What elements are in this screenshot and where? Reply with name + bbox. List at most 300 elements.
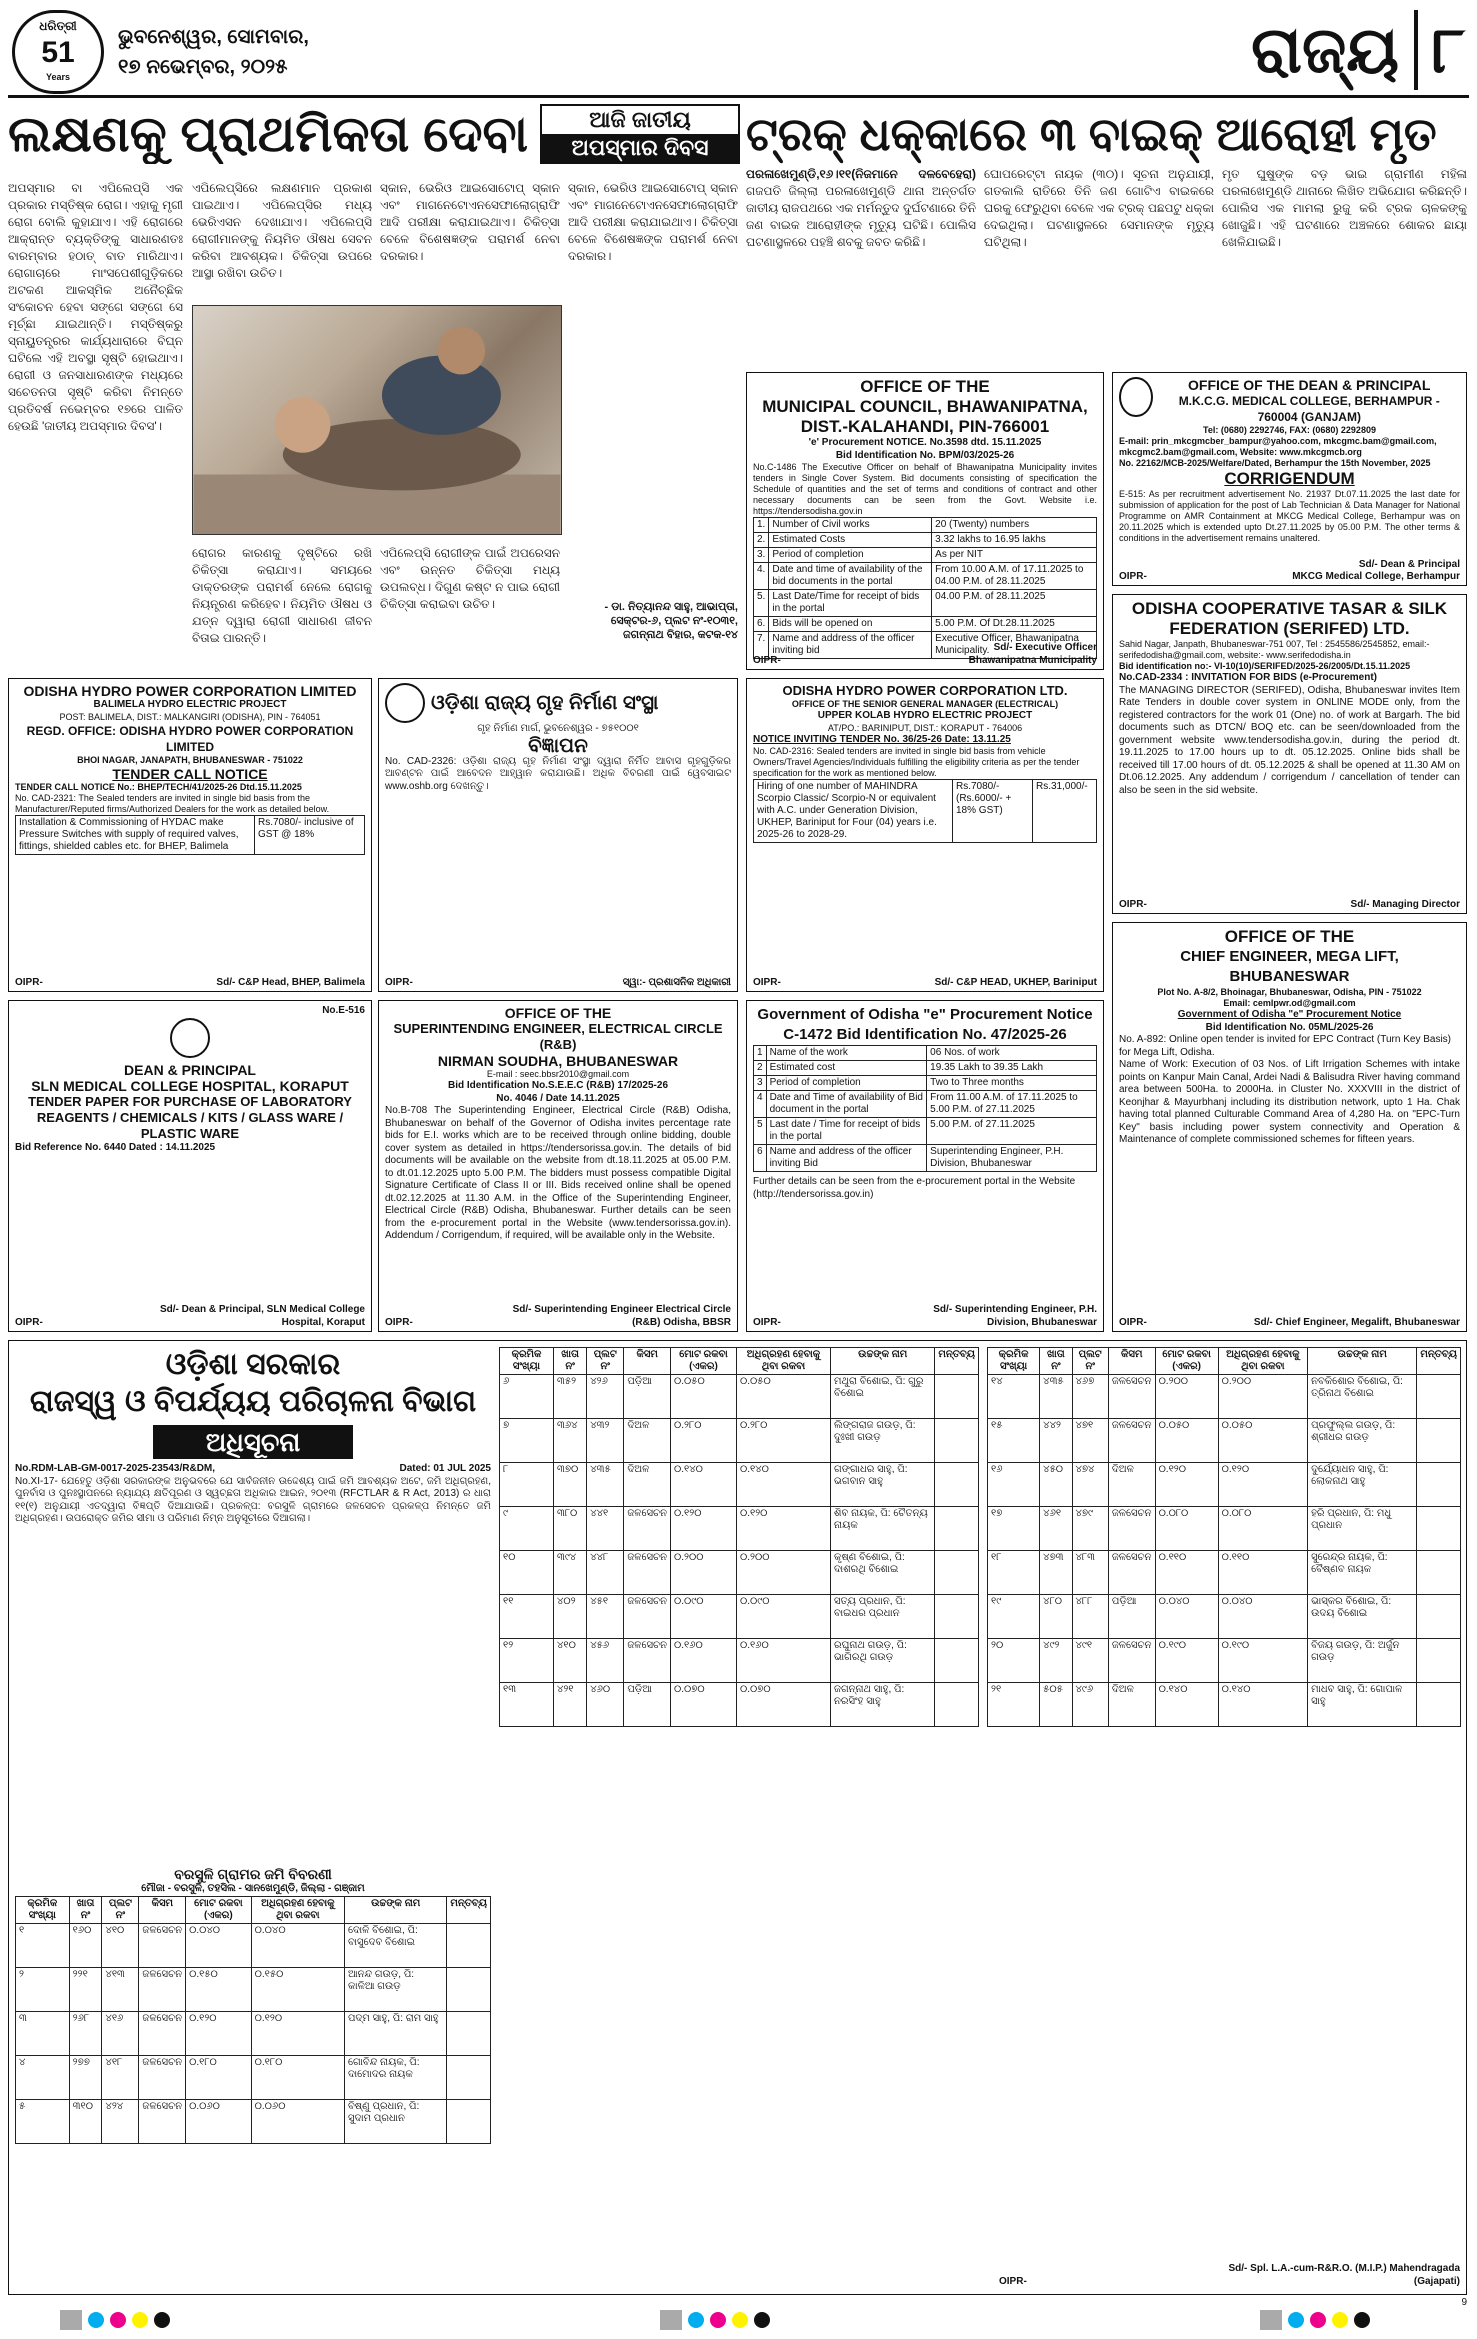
table-row [754,518,1097,533]
ad-body: No. CAD-2321: The Sealed tenders are invited in single bid basis from the Manufacturer/Reputed firms/Authorized Dealers for the work as detailed below. [15,792,330,814]
table-cell: 6 [754,1145,767,1172]
ad-title-2: BALIMELA HYDRO ELECTRIC PROJECT [93,699,287,710]
table-cell: ୪୩୫ [587,1463,624,1507]
table-cell: ୪୧୮ [102,2055,139,2099]
table-header: ଅଧିଗ୍ରହଣ ହେବାକୁ ଥିବା ରକବା [1218,1348,1307,1375]
table-cell [1417,1639,1461,1683]
print-mark [732,2312,748,2328]
table-cell: ୪୧୬ [102,2011,139,2055]
table-cell: ୦.୦୯୦ [670,1595,736,1639]
table-header: ମୋଟ ରକବା (ଏକର) [186,1896,252,1923]
accident-headline: ଟ୍ରକ୍ ଧକ୍କାରେ ୩ ବାଇକ୍ ଆରୋହୀ ମୃତ [746,108,1437,160]
table-cell [935,1683,979,1727]
ad-title-1: ODISHA COOPERATIVE TASAR & SILK [1131,599,1448,618]
table-row [754,1118,1097,1145]
table-cell: ୦.୦୪୦ [251,1923,344,1967]
schedule-title: ବରସୁଳି ଗ୍ରାମର ଜମି ବିବରଣୀ [174,1865,332,1882]
table-cell: ୨୬୮ [69,2011,102,2055]
ad-signature: Sd/- Dean & Principal, SLN Medical College Hospital, Koraput [159,1304,365,1328]
accident-col-2: ଘୋପରେଟ୍ଟା ନାୟକ (୩୦)। ସୂଚନା ଅନୁଯାୟୀ, ଗତକାଲି ରାତିରେ ତିନି ଜଣ ଗୋଟିଏ ବାଇକରେ ଘରକୁ ଫେରୁଥିବା ବେଳେ ଏକ ଟ୍ରକ୍ ପଛପଟୁ ଧକ୍କା ଦେଇଥିଲା। ଘଟଣାସ୍ଥଳରେ ସେମାନଙ୍କ ମୃତ୍ୟୁ ଘଟିଥିଲା। [984,167,1214,249]
table-cell: ମଥୁରା ବିଶୋଇ, ପି: ଗୁରୁ ବିଶୋଇ [831,1375,935,1419]
table-cell [447,1967,491,2011]
oipr-label: OIPR- [999,2275,1027,2287]
ad-signature: Sd/- Chief Engineer, Megalift, Bhubaneswar [1253,1316,1460,1328]
table-cell: ୫୦୫ [1040,1683,1072,1727]
table-cell [935,1551,979,1595]
housing-emblem [385,683,425,723]
ad-signature: Sd/- C&P Head, BHEP, Balimela [216,976,365,988]
ad-bid-id: Bid Identification No. 05ML/2025-26 [1205,1021,1374,1033]
table-cell: ୦.୧୪୦ [670,1463,736,1507]
table-cell: ୧୭ [988,1507,1040,1551]
print-mark [1288,2312,1304,2328]
table-cell: ଜଳସେଚନ [1108,1419,1155,1463]
table-cell: ଜଳସେଚନ [1108,1551,1155,1595]
table-cell: ଦିଅଳ [624,1463,671,1507]
land-row [988,1683,1461,1727]
table-cell: ୦.୧୮୦ [186,2055,252,2099]
table-cell: ହରି ପ୍ରଧାନ, ପି: ମଧୁ ପ୍ରଧାନ [1308,1507,1417,1551]
oipr-label: OIPR- [1119,570,1147,582]
ad-title-1: OFFICE OF THE [860,377,990,396]
ad-email: Email: cemlpwr.od@gmail.com [1223,998,1356,1008]
land-row [988,1507,1461,1551]
table-cell: ୩୯୪ [553,1551,586,1595]
table-cell: ୧୮ [988,1551,1040,1595]
land-row [500,1419,979,1463]
table-cell: ୨୭୭ [69,2055,102,2099]
epilepsy-headline: ଲକ୍ଷଣକୁ ପ୍ରାଥମିକତା ଦେବା [8,106,528,162]
table-cell: ୦.୧୪୦ [1155,1683,1218,1727]
oipr-label: OIPR- [753,1316,781,1328]
section-name: ରାଜ୍ୟ [1251,14,1399,86]
ad-address: Plot No. A-8/2, Bhoinagar, Bhubaneswar, Odisha, PIN - 751022 [1157,987,1422,997]
table-cell: ୪୫୧ [587,1595,624,1639]
schedule-table-2 [499,1347,979,1727]
table-cell: ୦.୧୨୦ [1218,1463,1307,1507]
table-cell: ୦.୨୦୦ [670,1551,736,1595]
ad-title-3: DIST.-KALAHANDI, PIN-766001 [800,417,1050,436]
table-cell: ୪୭୩ [1040,1551,1072,1595]
print-mark [688,2312,704,2328]
table-cell: ୧୦ [500,1551,554,1595]
table-cell [935,1507,979,1551]
ad-title-2: SLN MEDICAL COLLEGE HOSPITAL, KORAPUT [31,1078,349,1095]
epilepsy-col-2: ଏପିଲେପ୍ସିରେ ଲକ୍ଷଣମାନ ପ୍ରକାଶ ପାଇଥାଏ। ଏପିଲେପ୍ସିର ମଧ୍ୟ ଭେରିଏସନ ଦେଖାଯାଏ। ଏପିଲେପ୍ସି ରୋଗୀମାନଙ୍କୁ ନିୟମିତ ଔଷଧ ସେବନ କରିବା ଆବଶ୍ୟକ। ଚିକିତ୍ସା ଉପରେ ଆସ୍ଥା ରଖିବା ଉଚିତ। [192,181,372,280]
table-cell: ଜଳସେଚନ [139,1923,186,1967]
revenue-dated: Dated: 01 JUL 2025 [399,1463,491,1474]
table-cell: ରଘୁନାଥ ଗଉଡ଼, ପି: ଭାଗିରଥି ଗଉଡ଼ [831,1639,935,1683]
table-cell: ୪୫୬ [587,1639,624,1683]
print-mark [88,2312,104,2328]
land-row [16,2055,491,2099]
page-number: ୮ [1414,10,1465,90]
ad-title: ଓଡ଼ିଶା ରାଜ୍ୟ ଗୃହ ନିର୍ମାଣ ସଂସ୍ଥା [431,692,659,714]
ad-signature: Sd/- Superintending Engineer Electrical Circle (R&B) Odisha, BBSR [512,1304,731,1328]
table-cell: From 11.00 A.M. of 17.11.2025 to 5.00 P.M. of 27.11.2025 [927,1091,1097,1118]
table-header: ମୋଟ ରକବା (ଏକର) [1155,1348,1218,1375]
ad-bhawanipatna [746,372,1104,670]
table-cell: ୨୦ [988,1639,1040,1683]
table-header: ଉଚ୍ଚଙ୍କ ନାମ [344,1896,446,1923]
table-cell: Name and address of the officer inviting bid [769,632,932,659]
table-header: ମନ୍ତବ୍ୟ [447,1896,491,1923]
land-row [16,1923,491,1967]
tag-line-2: ଅପସ୍ମାର ଦିବସ [542,134,738,162]
land-row [500,1463,979,1507]
table-cell [1417,1551,1461,1595]
table-cell [935,1639,979,1683]
ad-housing-board [378,678,738,992]
table-cell: 3 [754,1076,767,1091]
table-cell: ୦.୨୦୦ [1155,1375,1218,1419]
issue-date: ୧୭ ନଭେମ୍ବର, ୨୦୨୫ [118,56,288,78]
revenue-mid-col [499,1347,979,1727]
ad-regd-address: BHOI NAGAR, JANAPATH, BHUBANESWAR - 751022 [77,754,303,765]
table-cell: ୦.୦୪୦ [186,1923,252,1967]
table-cell: 5. [754,590,769,617]
table-cell: ୦.୦୮୦ [1218,1507,1307,1551]
table-cell: Period of completion [769,548,932,563]
table-cell: ୦.୧୧୦ [1155,1551,1218,1595]
ad-serifed [1112,594,1467,914]
table-header: କିସମ [139,1896,186,1923]
table-cell: ୪୪୮ [587,1551,624,1595]
ad-signature: Sd/- C&P HEAD, UKHEP, Bariniput [934,976,1097,988]
dateline [118,22,309,82]
land-row [500,1375,979,1419]
print-mark [660,2310,682,2330]
land-row [16,2011,491,2055]
table-cell: ଆନନ୍ଦ ଗଉଡ଼, ପି: କାଳିଆ ଗଉଡ଼ [344,1967,446,2011]
table-cell: ୪୭୯ [1072,1507,1108,1551]
ad-signature: Sd/- Managing Director [1350,898,1460,910]
table-cell: ୦.୧୬୦ [736,1639,830,1683]
masthead [8,6,1469,98]
table-cell: 04.00 P.M. of 28.11.2025 [932,590,1097,617]
revenue-body: No.XI-17- ଯେହେତୁ ଓଡ଼ିଶା ସରକାରଙ୍କ ଅନୁଭବରେ ଯେ ସାର୍ବଜନୀନ ଉଦ୍ଦେଶ୍ୟ ପାଇଁ ଜମି ଆବଶ୍ୟକ ଅଟେ, ଜମି ଅଧିଗ୍ରହଣ, ପୁନର୍ବାସ ଓ ପୁନଃସ୍ଥାପନରେ ନ୍ୟାଯ୍ୟ କ୍ଷତିପୂରଣ ଓ ସ୍ୱଚ୍ଛତା ଅଧିକାର ଆଇନ, ୨୦୧୩ (RFCTLAR & R Act, 2013) ର ଧାରା ୧୧(୧) ଅନୁଯାୟୀ ଏତଦ୍ୱାରା ବିଜ୍ଞପ୍ତି ଦିଆଯାଉଛି। ପ୍ରକଳ୍ପ: ବରସୁଳି ଗ୍ରାମରେ ଜଳସେଚନ ପ୍ରକଳ୍ପ ନିମନ୍ତେ ଜମି ଅଧିଗ୍ରହଣ। ଉପରୋକ୍ତ ଜମିର ସୀମା ଓ ପରିମାଣ ନିମ୍ନ ଅନୁସୂଚୀରେ ଦିଆଗଲା। [15,1475,491,1524]
table-cell: ୧୩ [500,1683,554,1727]
ad-signature: Sd/- Executive Officer Bhawanipatna Municipality [968,642,1097,666]
table-cell: ୦.୦୮୦ [1155,1507,1218,1551]
print-mark [710,2312,726,2328]
table-cell: ଦିଅଳ [1108,1463,1155,1507]
table-cell: ଗୋବିନ୍ଦ ନାୟକ, ପି: ଦାମୋଦର ନାୟକ [344,2055,446,2099]
table-cell: ଦିଅଳ [624,1419,671,1463]
table-header: ପ୍ଲଟ ନଂ [587,1348,624,1375]
table-cell: ସୁରେନ୍ଦ୍ର ନାୟକ, ପି: ବୈଷ୍ଣବ ନାୟକ [1308,1551,1417,1595]
table-cell: ପ୍ରଫୁଲ୍ଲ ଗଉଡ଼, ପି: ଶ୍ରୀଧର ଗଉଡ଼ [1308,1419,1417,1463]
table-cell: ୦.୨୦୦ [736,1551,830,1595]
ad-title-2: OFFICE OF THE SENIOR GENERAL MANAGER (ELECTRICAL) [791,699,1059,709]
accident-dateline: ପରଳାଖେମୁଣ୍ଡି,୧୬।୧୧(ନିଜମାନେ ଦଳବେହେରା) [746,167,976,181]
table-row [754,563,1097,590]
table-cell: ୦.୦୫୦ [736,1375,830,1419]
table-cell: ୦.୧୨୦ [251,2011,344,2055]
table-cell: ୯ [500,1507,554,1551]
table-header: କ୍ରମିକ ସଂଖ୍ୟା [500,1348,554,1375]
table-cell: Estimated cost [766,1061,927,1076]
revenue-signature: Sd/- Spl. L.A.-cum-R&R.O. (M.I.P.) Mahendragada (Gajapati) [1228,2263,1460,2287]
table-cell: ଜଳସେଚନ [624,1639,671,1683]
table-cell: Date and time of availability of the bid documents in the portal [769,563,932,590]
anniversary-logo [12,10,104,94]
table-cell: ୧୧ [500,1595,554,1639]
table-cell: ୩ [16,2011,70,2055]
table-cell: ୦.୧୯୦ [1218,1639,1307,1683]
table-cell: 5 [754,1118,767,1145]
revenue-title-2: ରାଜସ୍ୱ ଓ ବିପର୍ଯ୍ୟୟ ପରିଚାଳନା ବିଭାଗ [29,1385,477,1418]
ad-address: AT/PO.: BARINIPUT, DIST.: KORAPUT - 764006 [827,722,1023,733]
table-cell: ୪୫୦ [1040,1463,1072,1507]
table-cell: ୩୫୨ [553,1375,586,1419]
table-cell: ୦.୧୬୦ [670,1639,736,1683]
table-cell: Executive Officer, Bhawanipatna Municipality. [932,632,1097,659]
ad-address: POST: BALIMELA, DIST.: MALKANGIRI (ODISHA), PIN - 764051 [59,711,321,722]
table-cell: ପଡ଼ିଆ [1108,1595,1155,1639]
table-cell: ୦.୦୪୦ [1155,1595,1218,1639]
table-header: କ୍ରମିକ ସଂଖ୍ୟା [16,1896,70,1923]
ad-heading: TENDER PAPER FOR PURCHASE OF LABORATORY REAGENTS / CHEMICALS / KITS / GLASS WARE / PLASTIC WARE [28,1094,352,1142]
ad-title-1: OFFICE OF THE DEAN & PRINCIPAL [1188,377,1431,393]
table-cell: ୪୯୨ [1040,1639,1072,1683]
table-cell: ୦.୦୭୦ [670,1683,736,1727]
ad-megalift [1112,922,1467,1332]
table-cell [447,1923,491,1967]
ad-body: No.C-1486 The Executive Officer on behalf of Bhawanipatna Municipality invites tenders in Single Cover System. Bid documents consisting of specification the Schedule of quantities and the set of terms and conditions of contract and other necessary documents can be seen from the Govt. Website i.e. https://tendersodisha.gov.in [753,462,1097,516]
table-cell: ୪୨୧ [553,1683,586,1727]
ad-title-2: M.K.C.G. MEDICAL COLLEGE, BERHAMPUR - 760004 (GANJAM) [1178,394,1440,424]
ad-title-1: ODISHA HYDRO POWER CORPORATION LTD. [782,683,1068,698]
revenue-heading: ଅଧିସୂଚନା [153,1425,353,1459]
table-row [754,1145,1097,1172]
ad-sln-koraput [8,1000,372,1332]
table-cell: ୧୨ [500,1639,554,1683]
table-cell: ୧୪ [988,1375,1040,1419]
table-cell: Last date / Time for receipt of bids in the portal [766,1118,927,1145]
table-cell: ୦.୦୯୦ [736,1595,830,1639]
ad-balimela [8,678,372,992]
sln-emblem [170,1018,210,1058]
epilepsy-col-3: ରୋଗର କାରଣକୁ ଦୃଷ୍ଟିରେ ରଖି ଚିକିତ୍ସା କରାଯାଏ। ସମୟରେ ଡାକ୍ତରଙ୍କ ପରାମର୍ଶ ନେଲେ ରୋଗକୁ ନିୟନ୍ତ୍ରଣ କରିହେବ। ନିୟମିତ ଔଷଧ ଓ ଯତ୍ନ ଦ୍ୱାରା ରୋଗୀ ସାଧାରଣ ଜୀବନ ବିତାଇ ପାରନ୍ତି। [192,546,372,645]
table-cell: ୧୫ [988,1419,1040,1463]
table-cell: କୃଷ୍ଣ ବିଶୋଇ, ପି: ଦାଶରଥି ବିଶୋଇ [831,1551,935,1595]
ad-kolab-table [753,779,1097,843]
table-cell: ବିଷ୍ଣୁ ପ୍ରଧାନ, ପି: ସୁଦାମ ପ୍ରଧାନ [344,2099,446,2143]
table-cell: ୪୩୫ [1040,1375,1072,1419]
table-cell: ୦.୦୫୦ [1218,1419,1307,1463]
table-cell: ଲିଙ୍ଗରାଜ ଗଉଡ଼, ପି: ଦୁଃଖୀ ଗଉଡ଼ [831,1419,935,1463]
table-row [754,1061,1097,1076]
table-cell [447,2099,491,2143]
epilepsy-col-5: ସ୍କାନ, ଭେରିଓ ଆଇସୋଟୋପ୍ ସ୍କାନ ଏବଂ ମାଗନେଟୋଏନସେଫାଲୋଗ୍ରାଫି ଆଦି ପରୀକ୍ଷା କରାଯାଇଥାଏ। ଚିକିତ୍ସା ବେଳେ ବିଶେଷଜ୍ଞଙ୍କ ପରାମର୍ଶ ନେବା ଦରକାର। [568,181,738,263]
table-header: ମନ୍ତବ୍ୟ [935,1348,979,1375]
table-cell: ୭ [500,1419,554,1463]
table-cell: Bids will be opened on [769,617,932,632]
ad-ph-division [746,1000,1104,1332]
tag-line-1: ଆଜି ଜାତୀୟ [589,107,691,132]
ad-title-2: SUPERINTENDING ENGINEER, ELECTRICAL CIRCLE (R&B) [393,1021,723,1052]
logo-number: 51 [41,36,75,69]
table-cell: ୦.୧୨୦ [736,1507,830,1551]
print-mark [132,2312,148,2328]
table-cell: ୦.୦୭୦ [736,1683,830,1727]
table-cell: ୪୪୧ [587,1507,624,1551]
table-cell: ୪୬୦ [587,1683,624,1727]
print-mark [1332,2312,1348,2328]
print-mark [110,2312,126,2328]
table-header: ଖାତା ନଂ [1040,1348,1072,1375]
table-row [754,1076,1097,1091]
schedule-table-1 [15,1896,491,2144]
ad-signature-2: MKCG Medical College, Berhampur [1292,570,1460,582]
table-cell [1417,1419,1461,1463]
ad-upper-kolab [746,678,1104,992]
table-cell: 4 [754,1091,767,1118]
oipr-label: OIPR- [753,654,781,666]
ad-heading: NOTICE INVITING TENDER No. 36/25-26 Date: 13.11.25 [753,733,1011,745]
table-cell: ୬ [500,1375,554,1419]
table-cell: ୪୭୧ [1072,1419,1108,1463]
ad-email: E-mail: prin_mkcgmcber_bampur@yahoo.com, mkcgmc.bam@gmail.com, mkcgmc2.bam@gmail.com, Website: www.mkcgmcb.org [1119,436,1437,457]
logo-text: ଧରିତ୍ରୀ [39,19,77,33]
land-row [500,1639,979,1683]
ad-body: No. A-892: Online open tender is invited for EPC Contract (Turn Key Basis) for Mega Lift, Odisha. [1119,1034,1452,1058]
ad-tel: Tel: (0680) 2292746, FAX: (0680) 2292809 [1203,425,1376,435]
table-cell: ୫ [16,2099,70,2143]
table-cell: ୪ [16,2055,70,2099]
epilepsy-photo [192,305,562,535]
print-mark [60,2310,82,2330]
table-cell: ୧୯ [988,1595,1040,1639]
table-cell: ୪୭୪ [1072,1463,1108,1507]
table-row [754,617,1097,632]
oipr-label: OIPR- [1119,1316,1147,1328]
ad-address: ଗୃହ ନିର୍ମାଣ ମାର୍ଗ, ଭୁବନେଶ୍ୱର - ୭୫୧୦୦୧ [477,723,639,734]
print-mark [1260,2310,1282,2330]
ad-body: The MANAGING DIRECTOR (SERIFED), Odisha, Bhubaneswar invites Item Rate Tenders in double cover system in ONLINE MODE only, from the registered contractors for the work 01 (One) no. of work at Bargarh. The bid documents such as DTCN/ BOQ etc. can be seen/downloaded from the government website www.tendersodisha.gov.in, during the period dt. 19.11.2025 to 17.00 hours up to dt. 05.12.2025. Online bids shall be received till 17.00 hours of dt. 05.12.2025 & shall be opened at 11.30 AM on Dt.06.12.2025. Any addendum / corrigendum / cancellation of tender can also be seen in the sid website. [1119,684,1460,796]
table-cell: ୦.୧୪୦ [736,1463,830,1507]
table-cell: ୦.୧୨୦ [186,2011,252,2055]
ad-ref-no: No. 4046 / Date 14.11.2025 [496,1092,620,1104]
ad-ref-no: No.E-516 [322,1005,365,1016]
cost-cell: Rs.7080/- inclusive of GST @ 18% [255,815,365,854]
table-cell: ୦.୦୫୦ [1155,1419,1218,1463]
table-header: ପ୍ଲଟ ନଂ [1072,1348,1108,1375]
table-cell: ପଡ଼ିଆ [624,1375,671,1419]
ad-signature: ସ୍ୱା:- ପ୍ରଶାସନିକ ଅଧିକାରୀ [622,976,731,988]
epilepsy-col-1: ଅପସ୍ମାର ବା ଏପିଲେପ୍ସି ଏକ ପ୍ରକାର ମସ୍ତିଷ୍କ ରୋଗ। ଏହାକୁ ମୃଗୀ ରୋଗ ବୋଲି କୁହାଯାଏ। ଏହି ରୋଗରେ ଆକ୍ରାନ୍ତ ବ୍ୟକ୍ତିଙ୍କୁ ସାଧାରଣତଃ ବାରମ୍ବାର ହଠାତ୍ ବାତ ମାରିଥାଏ। ରୋଗାଚାରେ ମାଂସପେଶୀଗୁଡ଼ିକରେ ଅଟକଣ ଆକସ୍ମିକ ଅନୈଚ୍ଛିକ ସଂକୋଚନ ହେବା ସଙ୍ଗେ ସଙ୍ଗେ ସେ ମୂର୍ଚ୍ଛା ଯାଇଥାନ୍ତି। ମସ୍ତିଷ୍କରୁ ସ୍ନାୟୁତନ୍ତ୍ରର କାର୍ଯ୍ୟଧାରାରେ ବିଘ୍ନ ଘଟିଲେ ଏହି ଅବସ୍ଥା ସୃଷ୍ଟି ହୋଇଥାଏ। ରୋଗୀ ଓ ଜନସାଧାରଣଙ୍କ ମଧ୍ୟରେ ସଚେତନତା ସୃଷ୍ଟି କରିବା ନିମନ୍ତେ ପ୍ରତିବର୍ଷ ନଭେମ୍ବର ୧୭ରେ ପାଳିତ ହେଉଛି 'ଜାତୀୟ ଅପସ୍ମାର ଦିବସ'। [8,181,183,433]
table-cell: ଦୁର୍ଯ୍ୟୋଧନ ସାହୁ, ପି: ଲୋକନାଥ ସାହୁ [1308,1463,1417,1507]
table-cell: ୩୮୦ [553,1507,586,1551]
table-cell: 19.35 Lakh to 39.35 Lakh [927,1061,1097,1076]
revenue-ref-no: No.RDM-LAB-GM-0017-2025-23543/R&DM, [15,1463,216,1474]
table-cell [1417,1463,1461,1507]
table-cell: From 10.00 A.M. of 17.11.2025 to 04.00 P.M. of 28.11.2025 [932,563,1097,590]
table-cell: ୦.୦୫୦ [670,1375,736,1419]
item-cell: Hiring of one number of MAHINDRA Scorpio Classic/ Scorpio-N or equivalent with A.C. under Generation Division, UKHEP, Bariniput for Four (04) years i.e. 2025-26 to 2028-29. [754,780,953,843]
ad-body: No.B-708 The Superintending Engineer, Electrical Circle (R&B) Odisha, Bhubaneswar on behalf of the Governor of Odisha invites percentage rate bids for E.I. works which are to be received through online bidding, double cover system as detailed in https://tendersorissa.gov.in. The details of bid documents will be available on the website from dt.18.11.2025 at 05.00 P.M. to dt.01.12.2025 upto 5.00 P.M. The bidders must possess compatible Digital Signature Certificate of Class II or III. Bids received online shall be opened dt.02.12.2025 at 11.30 A.M. in the Office of the Superintending Engineer, Electrical Circle (R&B) Odisha, Bhubaneswar. Further details can be seen from the e-procurement portal in the Website (www.tendersorissa.gov.in). Addendum / Corrigendum, if required, will be available only in the Website. [385,1105,731,1241]
table-cell: 6. [754,617,769,632]
revenue-right-col [987,1347,1461,1727]
table-cell: 2 [754,1061,767,1076]
table-row [754,1091,1097,1118]
ad-heading: TENDER CALL NOTICE [112,765,268,782]
ad-body: No. CAD-2326: ଓଡ଼ିଶା ରାଜ୍ୟ ଗୃହ ନିର୍ମାଣ ସଂସ୍ଥା ଦ୍ୱାରା ନିର୍ମିତ ଆବାସ ଗୃହଗୁଡ଼ିକର ଆବଣ୍ଟନ ପାଇଁ ଆବେଦନ ଆହ୍ୱାନ କରାଯାଉଛି। ଅଧିକ ବିବରଣୀ ପାଇଁ ୱେବସାଇଟ www.oshb.org ଦେଖନ୍ତୁ। [385,755,731,792]
ad-title-2: CHIEF ENGINEER, MEGA LIFT, BHUBANESWAR [1180,948,1399,985]
table-cell: ୪୮୩ [1072,1551,1108,1595]
ad-title-2: FEDERATION (SERIFED) LTD. [1169,619,1410,638]
print-marks-right [1260,2309,1370,2331]
table-cell: ଶିବ ନାୟକ, ପି: ଚୈତନ୍ୟ ନାୟକ [831,1507,935,1551]
table-cell: ୦.୧୨୦ [670,1507,736,1551]
ad-email: E-mail : seec.bbsr2010@gmail.com [486,1069,630,1079]
seizure-illustration [193,306,561,534]
table-cell: ନବକିଶୋର ବିଶୋଇ, ପି: ତ୍ରିନାଥ ବିଶୋଇ [1308,1375,1417,1419]
table-cell: ୦.୧୪୦ [1218,1683,1307,1727]
epilepsy-col-4: ଏପିଲେପ୍ସି ରୋଗୀଙ୍କ ପାଇଁ ଅପରେସନ ଏବଂ ଉନ୍ନତ ଚିକିତ୍ସା ମଧ୍ୟ ଉପଲବ୍ଧ। ଦିଗୁଣ କଷ୍ଟ ନ ପାଇ ରୋଗୀ ଚିକିତ୍ସା କରାଇବା ଉଚିତ। [380,546,560,611]
table-cell: ୦.୧୯୦ [1155,1639,1218,1683]
epilepsy-byline: - ଡା. ନିତ୍ୟାନନ୍ଦ ସାହୁ, ଆଭାପ୍ତା, ସେକ୍ଟର-୬, ପ୍ଲଟ ନଂ-୧୦୩୧, ଜଗନ୍ନାଥ ବିହାର, କଟକ-୧୪ [568,600,738,660]
table-row [754,1046,1097,1061]
table-cell: ୦.୧୫୦ [186,1967,252,2011]
table-header: ଉଚ୍ଚଙ୍କ ନାମ [1308,1348,1417,1375]
ad-phd-table [753,1045,1097,1172]
table-cell: ୪୮୦ [1040,1595,1072,1639]
table-cell [1417,1595,1461,1639]
cost-cell: Rs.7080/- (Rs.6000/- + 18% GST) [953,780,1033,843]
table-cell [447,2011,491,2055]
table-cell: ମାଧବ ସାହୁ, ପି: ଗୋପାଳ ସାହୁ [1308,1683,1417,1727]
epilepsy-col-2b: ସ୍କାନ, ଭେରିଓ ଆଇସୋଟୋପ୍ ସ୍କାନ ଏବଂ ମାଗନେଟୋଏନସେଫାଲୋଗ୍ରାଫି ଆଦି ପରୀକ୍ଷା କରାଯାଇଥାଏ। ଚିକିତ୍ସା ବେଳେ ବିଶେଷଜ୍ଞଙ୍କ ପରାମର୍ଶ ନେବା ଦରକାର। [380,181,560,263]
table-cell: 2. [754,533,769,548]
ad-footer: Further details can be seen from the e-procurement portal in the Website (http://tendersorissa.gov.in) [753,1176,1076,1200]
ad-title-1: Government of Odisha "e" Procurement Notice [757,1006,1093,1023]
table-cell: ଜଳସେଚନ [139,1967,186,2011]
print-mark [1310,2312,1326,2328]
ad-heading: CORRIGENDUM [1224,469,1355,488]
table-header: ମୋଟ ରକବା (ଏକର) [670,1348,736,1375]
table-cell: ୪୦୨ [553,1595,586,1639]
table-cell: ୦.୨୮୦ [736,1419,830,1463]
table-cell [935,1463,979,1507]
land-row [988,1375,1461,1419]
table-cell: Estimated Costs [769,533,932,548]
table-cell: Date and Time of availability of Bid document in the portal [766,1091,927,1118]
table-cell [935,1419,979,1463]
land-row [16,2099,491,2143]
print-mark [754,2312,770,2328]
table-cell: 5.00 P.M. of 27.11.2025 [927,1118,1097,1145]
oipr-label: OIPR- [753,976,781,988]
table-cell: ଭାସ୍କର ବିଶୋଇ, ପି: ଉଦୟ ବିଶୋଇ [1308,1595,1417,1639]
ad-title-1: OFFICE OF THE [504,1005,612,1021]
table-cell: ୪୪୨ [1040,1419,1072,1463]
accident-col-1-text: ଗଜପତି ଜିଲ୍ଲା ପରଳାଖେମୁଣ୍ଡି ଥାନା ଅନ୍ତର୍ଗତ ଜାତୀୟ ରାଜପଥରେ ଏକ ମର୍ମନ୍ତୁଦ ଦୁର୍ଘଟଣାରେ ତିନି ଜଣ ବାଇକ ଆରୋହୀଙ୍କ ମୃତ୍ୟୁ ଘଟିଛି। ପୋଲିସ ଘଟଣାସ୍ଥଳରେ ପହଞ୍ଚି ଶବକୁ ଜବତ କରିଛି। [746,184,976,249]
table-cell: ୦.୨୮୦ [670,1419,736,1463]
table-cell: ୪୬୧ [1040,1507,1072,1551]
ad-notice-no: TENDER CALL NOTICE No.: BHEP/TECH/41/2025-26 Dtd.15.11.2025 [15,781,302,792]
ad-title-3: UPPER KOLAB HYDRO ELECTRIC PROJECT [817,710,1033,721]
location-day: ଭୁବନେଶ୍ୱର, ସୋମବାର, [118,26,309,48]
ad-body: E-515: As per recruitment advertisement No. 21937 Dt.07.11.2025 the last date for submission of application for the post of Lab Technician & Data Manager for National Programme on AMR Containment at MKCG Medical College, Berhampur was on 20.11.2025 which is extended upto Dt.27.11.2025 by 05.00 P.M. The other terms & conditions in the advertisement remains unaltered. [1119,489,1460,543]
table-header: ଉଚ୍ଚଙ୍କ ନାମ [831,1348,935,1375]
table-cell: ପଦ୍ମ ସାହୁ, ପି: ରାମ ସାହୁ [344,2011,446,2055]
table-cell: Number of Civil works [769,518,932,533]
land-row [988,1419,1461,1463]
land-row [500,1595,979,1639]
item-cell: Installation & Commissioning of HYDAC make Pressure Switches with supply of required valves, fittings, shielded cables etc. for BHEP, Balimela [16,815,255,854]
